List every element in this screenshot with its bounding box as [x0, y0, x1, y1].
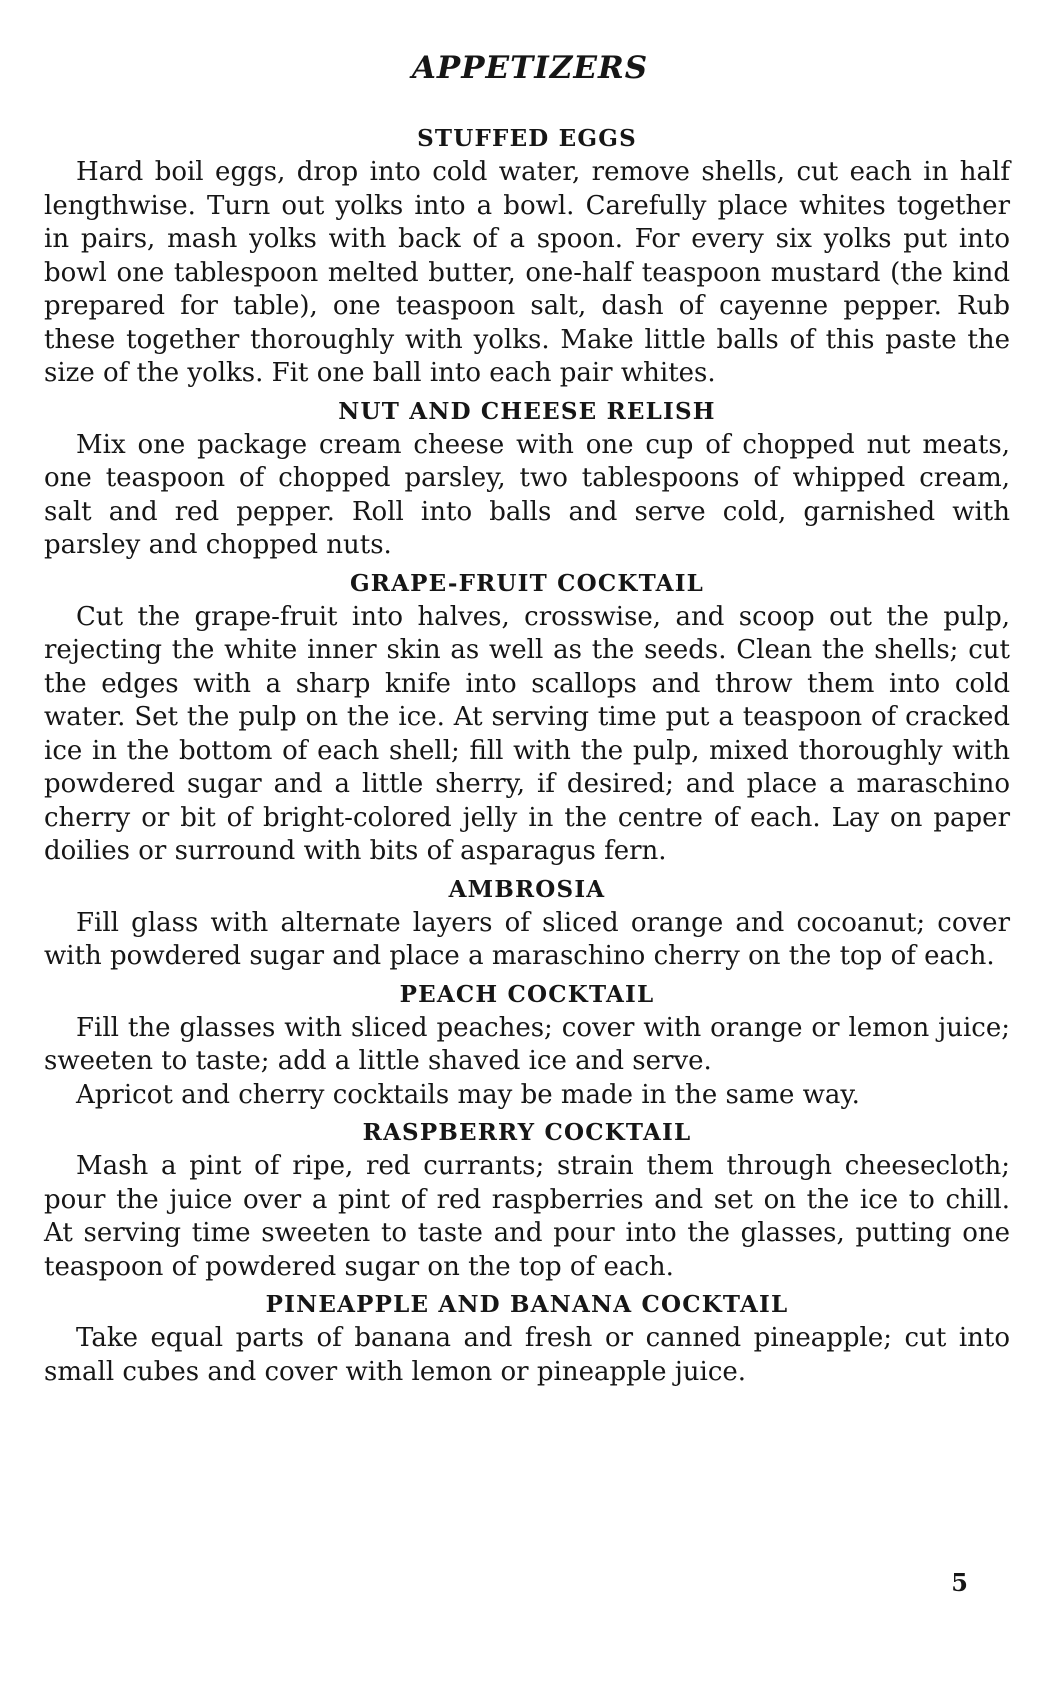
recipe-body: Mash a pint of ripe, red currants; strain them through cheesecloth; pour the juice over a pint of red raspberries and set on the ice to chill. At serving time sweeten to taste and pour into the glasses, putting one teaspoon of powdered sugar on the top of each.: [44, 1151, 1010, 1282]
recipe-stuffed-eggs: [44, 122, 1010, 391]
recipe-title: STUFFED EGGS: [417, 125, 637, 152]
recipe-peach-cocktail: [44, 978, 1010, 1113]
recipe-body: Hard boil eggs, drop into cold water, remove shells, cut each in half lengthwise. Turn out yolks into a bowl. Carefully place whites together in pairs, mash yolks with back of a spoon. For every six yolks put into bowl one tablespoon melted butter, one-half teaspoon mustard (the kind prepared for table), one teaspoon salt, dash of cayenne pepper. Rub these together thoroughly with yolks. Make little balls of this paste the size of the yolks. Fit one ball into each pair whites.: [44, 157, 1010, 388]
recipe-title: AMBROSIA: [448, 875, 606, 903]
recipe-grape-fruit-cocktail: [44, 567, 1010, 869]
recipe-title: PINEAPPLE AND BANANA COCKTAIL: [265, 1291, 789, 1318]
recipe-body: Mix one package cream cheese with one cup of chopped nut meats, one teaspoon of chopped parsley, two tablespoons of whipped cream, salt and red pepper. Roll into balls and serve cold, garnished with parsley and chopped nuts.: [44, 429, 1010, 560]
recipe-nut-and-cheese-relish: [44, 395, 1010, 563]
recipe-body: Fill the glasses with sliced peaches; cover with orange or lemon juice; sweeten to taste; add a little shaved ice and serve.: [44, 1012, 1010, 1076]
recipe-ambrosia: [44, 873, 1010, 974]
recipe-body: Fill glass with alternate layers of sliced orange and cocoanut; cover with powdered sugar and place a maraschino cherry on the top of each.: [44, 907, 1010, 971]
recipe-raspberry-cocktail: [44, 1116, 1010, 1284]
recipe-title: GRAPE-FRUIT COCKTAIL: [349, 569, 705, 597]
recipe-note: Apricot and cherry cocktails may be made in the same way.: [76, 1079, 860, 1110]
running-head: APPETIZERS: [411, 50, 649, 86]
recipe-title: PEACH COCKTAIL: [399, 980, 655, 1008]
recipe-body: Take equal parts of banana and fresh or canned pineapple; cut into small cubes and cover with lemon or pineapple juice.: [44, 1323, 1010, 1387]
recipe-pineapple-and-banana-cocktail: [44, 1288, 1010, 1389]
recipe-body: Cut the grape-fruit into halves, crosswise, and scoop out the pulp, rejecting the white inner skin as well as the seeds. Clean the shells; cut the edges with a sharp knife into scallops and throw them into cold water. Set the pulp on the ice. At serving time put a teaspoon of cracked ice in the bottom of each shell; fill with the pulp, mixed thoroughly with powdered sugar and a little sherry, if desired; and place a maraschino cherry or bit of bright-colored jelly in the centre of each. Lay on paper doilies or surround with bits of asparagus fern.: [44, 601, 1010, 866]
cookbook-page: [44, 50, 1010, 1393]
recipe-title: RASPBERRY COCKTAIL: [362, 1119, 692, 1146]
recipe-title: NUT AND CHEESE RELISH: [338, 397, 716, 425]
page-number: 5: [951, 1568, 968, 1597]
